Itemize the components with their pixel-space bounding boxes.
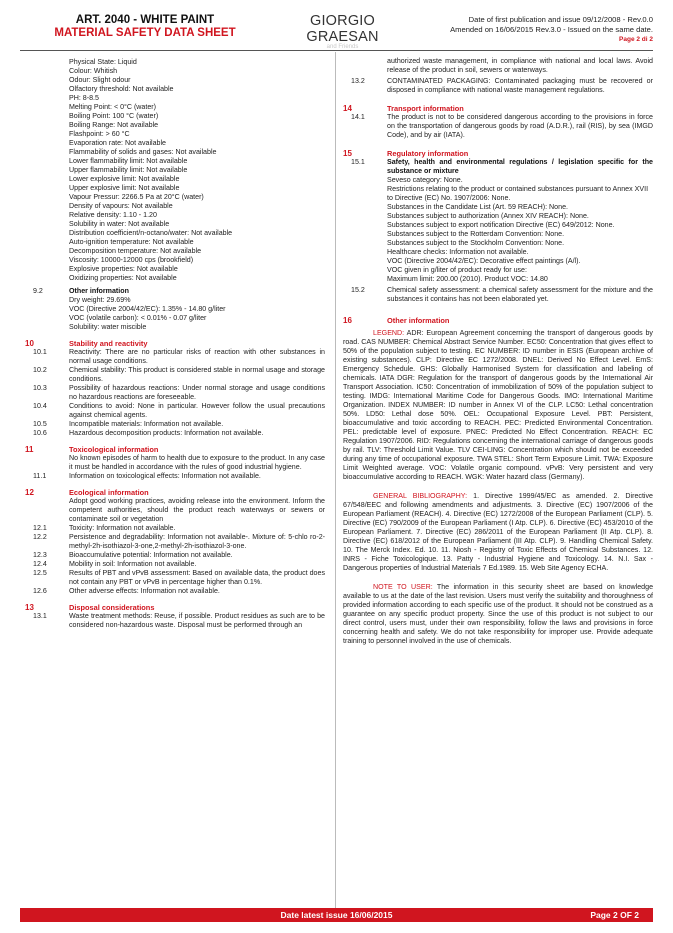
numbered-item bbox=[25, 551, 325, 560]
item-text: Conditions to avoid: None in particular. However follow the usual precautions against chemical agents. bbox=[69, 402, 325, 419]
regulatory-list bbox=[343, 176, 653, 284]
brand-tagline: and Friends bbox=[326, 44, 359, 50]
footer-page-number: Page 2 OF 2 bbox=[590, 910, 639, 920]
legend-label: LEGEND: bbox=[373, 329, 405, 337]
other-information-list bbox=[25, 296, 325, 332]
item-text: Mobility in soil: Information not available. bbox=[69, 560, 197, 568]
item-number: 10.2 bbox=[33, 366, 47, 374]
bibliography-label: GENERAL BIBLIOGRAPHY: bbox=[373, 492, 468, 500]
section-title: Transport information bbox=[387, 104, 464, 113]
section-12-items bbox=[25, 524, 325, 596]
info-line: Solubility: water miscible bbox=[69, 323, 147, 331]
item-text: Incompatible materials: Information not available. bbox=[69, 420, 224, 428]
subsection-number: 15.2 bbox=[351, 286, 365, 294]
item-number: 10.5 bbox=[33, 420, 47, 428]
section-12-intro: Adopt good working practices, avoiding release into the environment. Inform the competent authorities, should the product reach waterways or sewers or contaminate soil or vegetation bbox=[69, 497, 325, 523]
section-15-1 bbox=[343, 158, 653, 176]
column-divider bbox=[335, 52, 336, 908]
item-text: Chemical stability: This product is considered stable in normal usage and storage conditions. bbox=[69, 366, 325, 383]
item-text: Information on toxicological effects: Information not available. bbox=[69, 472, 261, 480]
property-line: Olfactory threshold: Not available bbox=[69, 85, 174, 93]
item-text: Bioaccumulative potential: Information not available. bbox=[69, 551, 233, 559]
numbered-item bbox=[25, 366, 325, 384]
regulatory-line: Substances subject to authorization (Annex XIV REACH): None. bbox=[387, 212, 589, 220]
numbered-item bbox=[25, 429, 325, 438]
brand-logo bbox=[275, 13, 410, 50]
item-number: 14.1 bbox=[351, 113, 365, 121]
item-number: 10.4 bbox=[33, 402, 47, 410]
section-13-2 bbox=[343, 77, 653, 95]
item-number: 12.6 bbox=[33, 587, 47, 595]
item-number: 11.1 bbox=[33, 472, 47, 480]
regulatory-line: Maximum limit: 200.00 (2010). Product VOC: 14.80 bbox=[387, 275, 548, 283]
page-header bbox=[20, 13, 653, 53]
brand-name: GIORGIO GRAESAN bbox=[306, 13, 379, 45]
regulatory-line: VOC given in g/liter of product ready for use: bbox=[387, 266, 527, 274]
revision-line-2: Amended on 16/06/2015 Rev.3.0 - Issued on the same date. bbox=[450, 25, 653, 34]
legend-paragraph bbox=[343, 329, 653, 482]
numbered-item bbox=[25, 587, 325, 596]
note-label: NOTE TO USER: bbox=[373, 583, 433, 591]
section-number: 15 bbox=[343, 149, 352, 158]
property-line: Melting Point: < 0°C (water) bbox=[69, 103, 157, 111]
subsection-number: 15.1 bbox=[351, 158, 365, 166]
subsection-text: CONTAMINATED PACKAGING: Contaminated packaging must be recovered or disposed in compliance with national waste management regulations. bbox=[387, 77, 653, 94]
subsection-title: Other information bbox=[69, 287, 129, 295]
section-title: Stability and reactivity bbox=[69, 339, 148, 348]
property-line: Physical State: Liquid bbox=[69, 58, 137, 66]
item-number: 12.1 bbox=[33, 524, 47, 532]
property-line: Distribution coefficient/n-octano/water: Not available bbox=[69, 229, 233, 237]
subsection-title: Safety, health and environmental regulations / legislation specific for the substance or mixture bbox=[387, 158, 653, 175]
property-line: Upper explosive limit: Not available bbox=[69, 184, 180, 192]
item-text: Possibility of hazardous reactions: Under normal storage and usage conditions no hazardous reactions are foreseeable. bbox=[69, 384, 325, 401]
property-line: Decomposition temperature: Not available bbox=[69, 247, 202, 255]
section-title: Other information bbox=[387, 316, 450, 325]
numbered-item bbox=[343, 113, 653, 140]
numbered-item bbox=[25, 533, 325, 551]
footer-issue-date: Date latest issue 16/06/2015 bbox=[280, 910, 393, 920]
property-line: Flashpoint: > 60 °C bbox=[69, 130, 130, 138]
right-column bbox=[343, 58, 653, 646]
disposal-continuation: authorized waste management, in compliance with national and local laws. Avoid release of the product in soil, sewers or waterways. bbox=[387, 57, 653, 74]
info-line: VOC (Directive 2004/42/EC): 1.35% - 14.80 g/liter bbox=[69, 305, 226, 313]
item-text: Persistence and degradability: Information not available-. Mixture of: 5-chlo ro-2-methyl-2h-isothiazol-3-one,2-methyl-2h-isothiazol-3-one. bbox=[69, 533, 325, 550]
property-line: Relative density: 1.10 - 1.20 bbox=[69, 211, 157, 219]
item-number: 10.3 bbox=[33, 384, 47, 392]
regulatory-line: VOC (Directive 2004/42/EC): Decorative effect paintings (A/l). bbox=[387, 257, 581, 265]
property-line: Odour: Slight odour bbox=[69, 76, 131, 84]
property-line: Explosive properties: Not available bbox=[69, 265, 178, 273]
physical-properties-list bbox=[25, 58, 325, 283]
section-12-header bbox=[25, 488, 325, 497]
note-text: The information in this security sheet are based on knowledge available to us at the date of the last revision. Users must verify the suitability and thoroughness of provided information according to each specific use of the product. It should not be construed as a guarantee on any specific product property. Since the use of this product is not subject to our direct control, users must, under their own responsibility, follow the laws and provisions in force concerning health and safety. We do not take responsibility for improper use. Provide adequate training to personnel involved in the use of chemicals. bbox=[343, 583, 654, 645]
header-page-number: Page 2 di 2 bbox=[619, 36, 653, 43]
property-line: Density of vapours: Not available bbox=[69, 202, 173, 210]
property-line: Oxidizing properties: Not available bbox=[69, 274, 177, 282]
item-text: Waste treatment methods: Reuse, if possible. Product residues as such are to be considered non-hazardous waste. Disposal must be performed through an bbox=[69, 612, 325, 629]
item-number: 12.2 bbox=[33, 533, 47, 541]
property-line: Boiling Range: Not available bbox=[69, 121, 159, 129]
section-16-header bbox=[343, 316, 653, 325]
item-number: 12.3 bbox=[33, 551, 47, 559]
regulatory-line: Substances subject to the Rotterdam Convention: None. bbox=[387, 230, 565, 238]
section-title: Toxicological information bbox=[69, 445, 159, 454]
info-line: Dry weight: 29.69% bbox=[69, 296, 131, 304]
item-number: 12.4 bbox=[33, 560, 47, 568]
property-line: Lower flammability limit: Not available bbox=[69, 157, 188, 165]
section-14-header bbox=[343, 104, 653, 113]
item-text: Results of PBT and vPvB assessment: Based on available data, the product does not contain any PBT or vPvB in percentage higher than 0.1%. bbox=[69, 569, 325, 586]
document-title: ART. 2040 - WHITE PAINT bbox=[75, 14, 215, 26]
property-line: Colour: Whitish bbox=[69, 67, 118, 75]
section-15-2 bbox=[343, 286, 653, 304]
section-15-header bbox=[343, 149, 653, 158]
property-line: Solubility in water: Not available bbox=[69, 220, 170, 228]
property-line: Lower explosive limit: Not available bbox=[69, 175, 180, 183]
numbered-item bbox=[25, 472, 325, 481]
property-line: Vapour Pressur: 2266.5 Pa at 20°C (water) bbox=[69, 193, 204, 201]
numbered-item bbox=[25, 560, 325, 569]
numbered-item bbox=[25, 420, 325, 429]
regulatory-line: Substances subject to the Stockholm Convention: None. bbox=[387, 239, 565, 247]
revision-line-1: Date of first publication and issue 09/12/2008 - Rev.0.0 bbox=[468, 15, 653, 24]
item-number: 10.1 bbox=[33, 348, 47, 356]
item-text: The product is not to be considered dangerous according to the provisions in force on the transportation of dangerous goods by road (A.D.R.), rail (RIS), by sea (IMGD Code), and by air (IATA). bbox=[387, 113, 653, 139]
header-title-block bbox=[20, 14, 270, 39]
subsection-number: 13.2 bbox=[351, 77, 365, 85]
regulatory-line: Seveso category: None. bbox=[387, 176, 463, 184]
item-text: Reactivity: There are no particular risks of reaction with other substances in normal usage conditions. bbox=[69, 348, 325, 365]
item-text: Toxicity: Information not available. bbox=[69, 524, 176, 532]
left-column bbox=[25, 58, 325, 630]
section-10-header bbox=[25, 339, 325, 348]
document-subtitle: MATERIAL SAFETY DATA SHEET bbox=[54, 27, 236, 39]
page-footer bbox=[20, 908, 653, 922]
bibliography-text: 1. Directive 1999/45/EC as amended. 2. Directive 67/548/EEC and following amendments and adjustments. 3. Directive (EC) 1907/2006 of the European Parliament (REACH). 4. Directive (EC) 1272/2008 of the European Parliament (CLP). 5. Directive (EC) 790/2009 of the European Parliament (I Atp. CLP). 6. Directive (EC) 453/2010 of the European Parliament. 7. Directive (EC) 286/2011 of the European Parliament (II Atp. CLP). 8. Directive (EC) 618/2012 of the European Parliament (III Atp. CLP). 9. Handling Chemical Safety. 10. The Merck Index. Ed. 10. 11. Niosh - Registry of Toxic Effects of Chemical Substances. 12. INRS - Fiche Toxicologique. 13. Patty - Industrial Hygiene and Toxicology. 14. N.I. Sax - Dangerous properties of Industrial Materials 7 Ed.1989. 15. Web Site Agency ECHA. bbox=[343, 492, 654, 572]
info-line: VOC (volatile carbon): < 0.01% - 0.07 g/liter bbox=[69, 314, 207, 322]
numbered-item bbox=[25, 402, 325, 420]
regulatory-line: Substances in the Candidate List (Art. 59 REACH): None. bbox=[387, 203, 568, 211]
item-text: Hazardous decomposition products: Information not available. bbox=[69, 429, 264, 437]
section-13-header bbox=[25, 603, 325, 612]
header-divider bbox=[20, 50, 653, 51]
legend-text: ADR: European Agreement concerning the transport of dangerous goods by road. CAS NUMBER: Chemical Abstract Service Number. EC50: Concentration that gives effect to 50% of the population subject to testing. EC NUMBER: ID number in ESIS (European archive of existing substances). CLP: Directive EC 1272/2008. DNEL: Derived No Effect Level. EmS: Emergency Schedule. GHS: Globally Harmonised System for classification and labeling of chemicals. IATA DGR: Regulation for the transport of dangerous goods by the International Air Transport Association. IC50: Concentration of immobilization of 50% of the population subject to testing. IMDG: International Maritime Code for Dangerous Goods. IMO: International Maritime Organization. INDEX NUMBER: ID number in Annex VI of the CLP. LC50: Lethal concentration 50%. LD50: Lethal dose 50%. OEL: Occupational Exposure Level. PBT: Persistent, bioaccumulative and toxic according to REACH. PEC: Predicted Environmental Concentration. PEL: predictable level of exposure. PNEC: Predicted No Effect Concentration. REACH: EC Regulation 1907/2006. RID: Regulations concerning the international carriage of dangerous goods by rail. TLV: Threshold Limit Value. TLV CEI-LING: Concentration which should not be exceeded during any time of occupational exposure. TWA STEL: Short Term Exposure Limit. TWA: Exposure Limit Weighted average. VOC: Volatile organic compound. vPvB: Very persistent and very bioaccumulative according to REACH. WGK: Water hazard class (Germany). bbox=[343, 329, 653, 481]
property-line: PH: 8-8.5 bbox=[69, 94, 99, 102]
numbered-item bbox=[25, 384, 325, 402]
numbered-item bbox=[25, 569, 325, 587]
section-14-items bbox=[343, 113, 653, 140]
section-number: 14 bbox=[343, 104, 352, 113]
item-number: 13.1 bbox=[33, 612, 47, 620]
property-line: Evaporation rate: Not available bbox=[69, 139, 167, 147]
numbered-item bbox=[25, 612, 325, 630]
section-9-2 bbox=[25, 287, 325, 296]
section-title: Regulatory information bbox=[387, 149, 469, 158]
property-line: Viscosity: 10000-12000 cps (brookfield) bbox=[69, 256, 194, 264]
item-number: 10.6 bbox=[33, 429, 47, 437]
property-line: Auto-ignition temperature: Not available bbox=[69, 238, 194, 246]
section-number: 12 bbox=[25, 488, 34, 497]
property-line: Boiling Point: 100 °C (water) bbox=[69, 112, 159, 120]
subsection-number: 9.2 bbox=[33, 287, 43, 295]
regulatory-line: Healthcare checks: Information not available. bbox=[387, 248, 529, 256]
numbered-item bbox=[25, 524, 325, 533]
regulatory-line: Restrictions relating to the product or contained substances pursuant to Annex XVII to Directive (EC) No. 1907/2006: None. bbox=[387, 185, 649, 202]
section-number: 11 bbox=[25, 445, 34, 454]
regulatory-line: Substances subject to export notification Directive (EC) 649/2012: None. bbox=[387, 221, 615, 229]
note-paragraph bbox=[343, 583, 653, 646]
section-number: 16 bbox=[343, 316, 352, 325]
property-line: Upper flammability limit: Not available bbox=[69, 166, 188, 174]
section-title: Disposal considerations bbox=[69, 603, 155, 612]
section-number: 10 bbox=[25, 339, 34, 348]
revision-info bbox=[415, 15, 653, 45]
section-title: Ecological information bbox=[69, 488, 149, 497]
section-number: 13 bbox=[25, 603, 34, 612]
item-number: 12.5 bbox=[33, 569, 47, 577]
section-10-items bbox=[25, 348, 325, 438]
numbered-item bbox=[25, 348, 325, 366]
section-11-items bbox=[25, 472, 325, 481]
item-text: Other adverse effects: Information not available. bbox=[69, 587, 220, 595]
section-13-items bbox=[25, 612, 325, 630]
property-line: Flammability of solids and gases: Not available bbox=[69, 148, 217, 156]
subsection-text: Chemical safety assessment: a chemical safety assessment for the mixture and the substances it contains has not been elaborated yet. bbox=[387, 286, 653, 303]
section-11-header bbox=[25, 445, 325, 454]
section-11-intro: No known episodes of harm to health due to exposure to the product. In any case it must be handled in accordance with the rules of good industrial hygiene. bbox=[69, 454, 325, 471]
bibliography-paragraph bbox=[343, 492, 653, 573]
